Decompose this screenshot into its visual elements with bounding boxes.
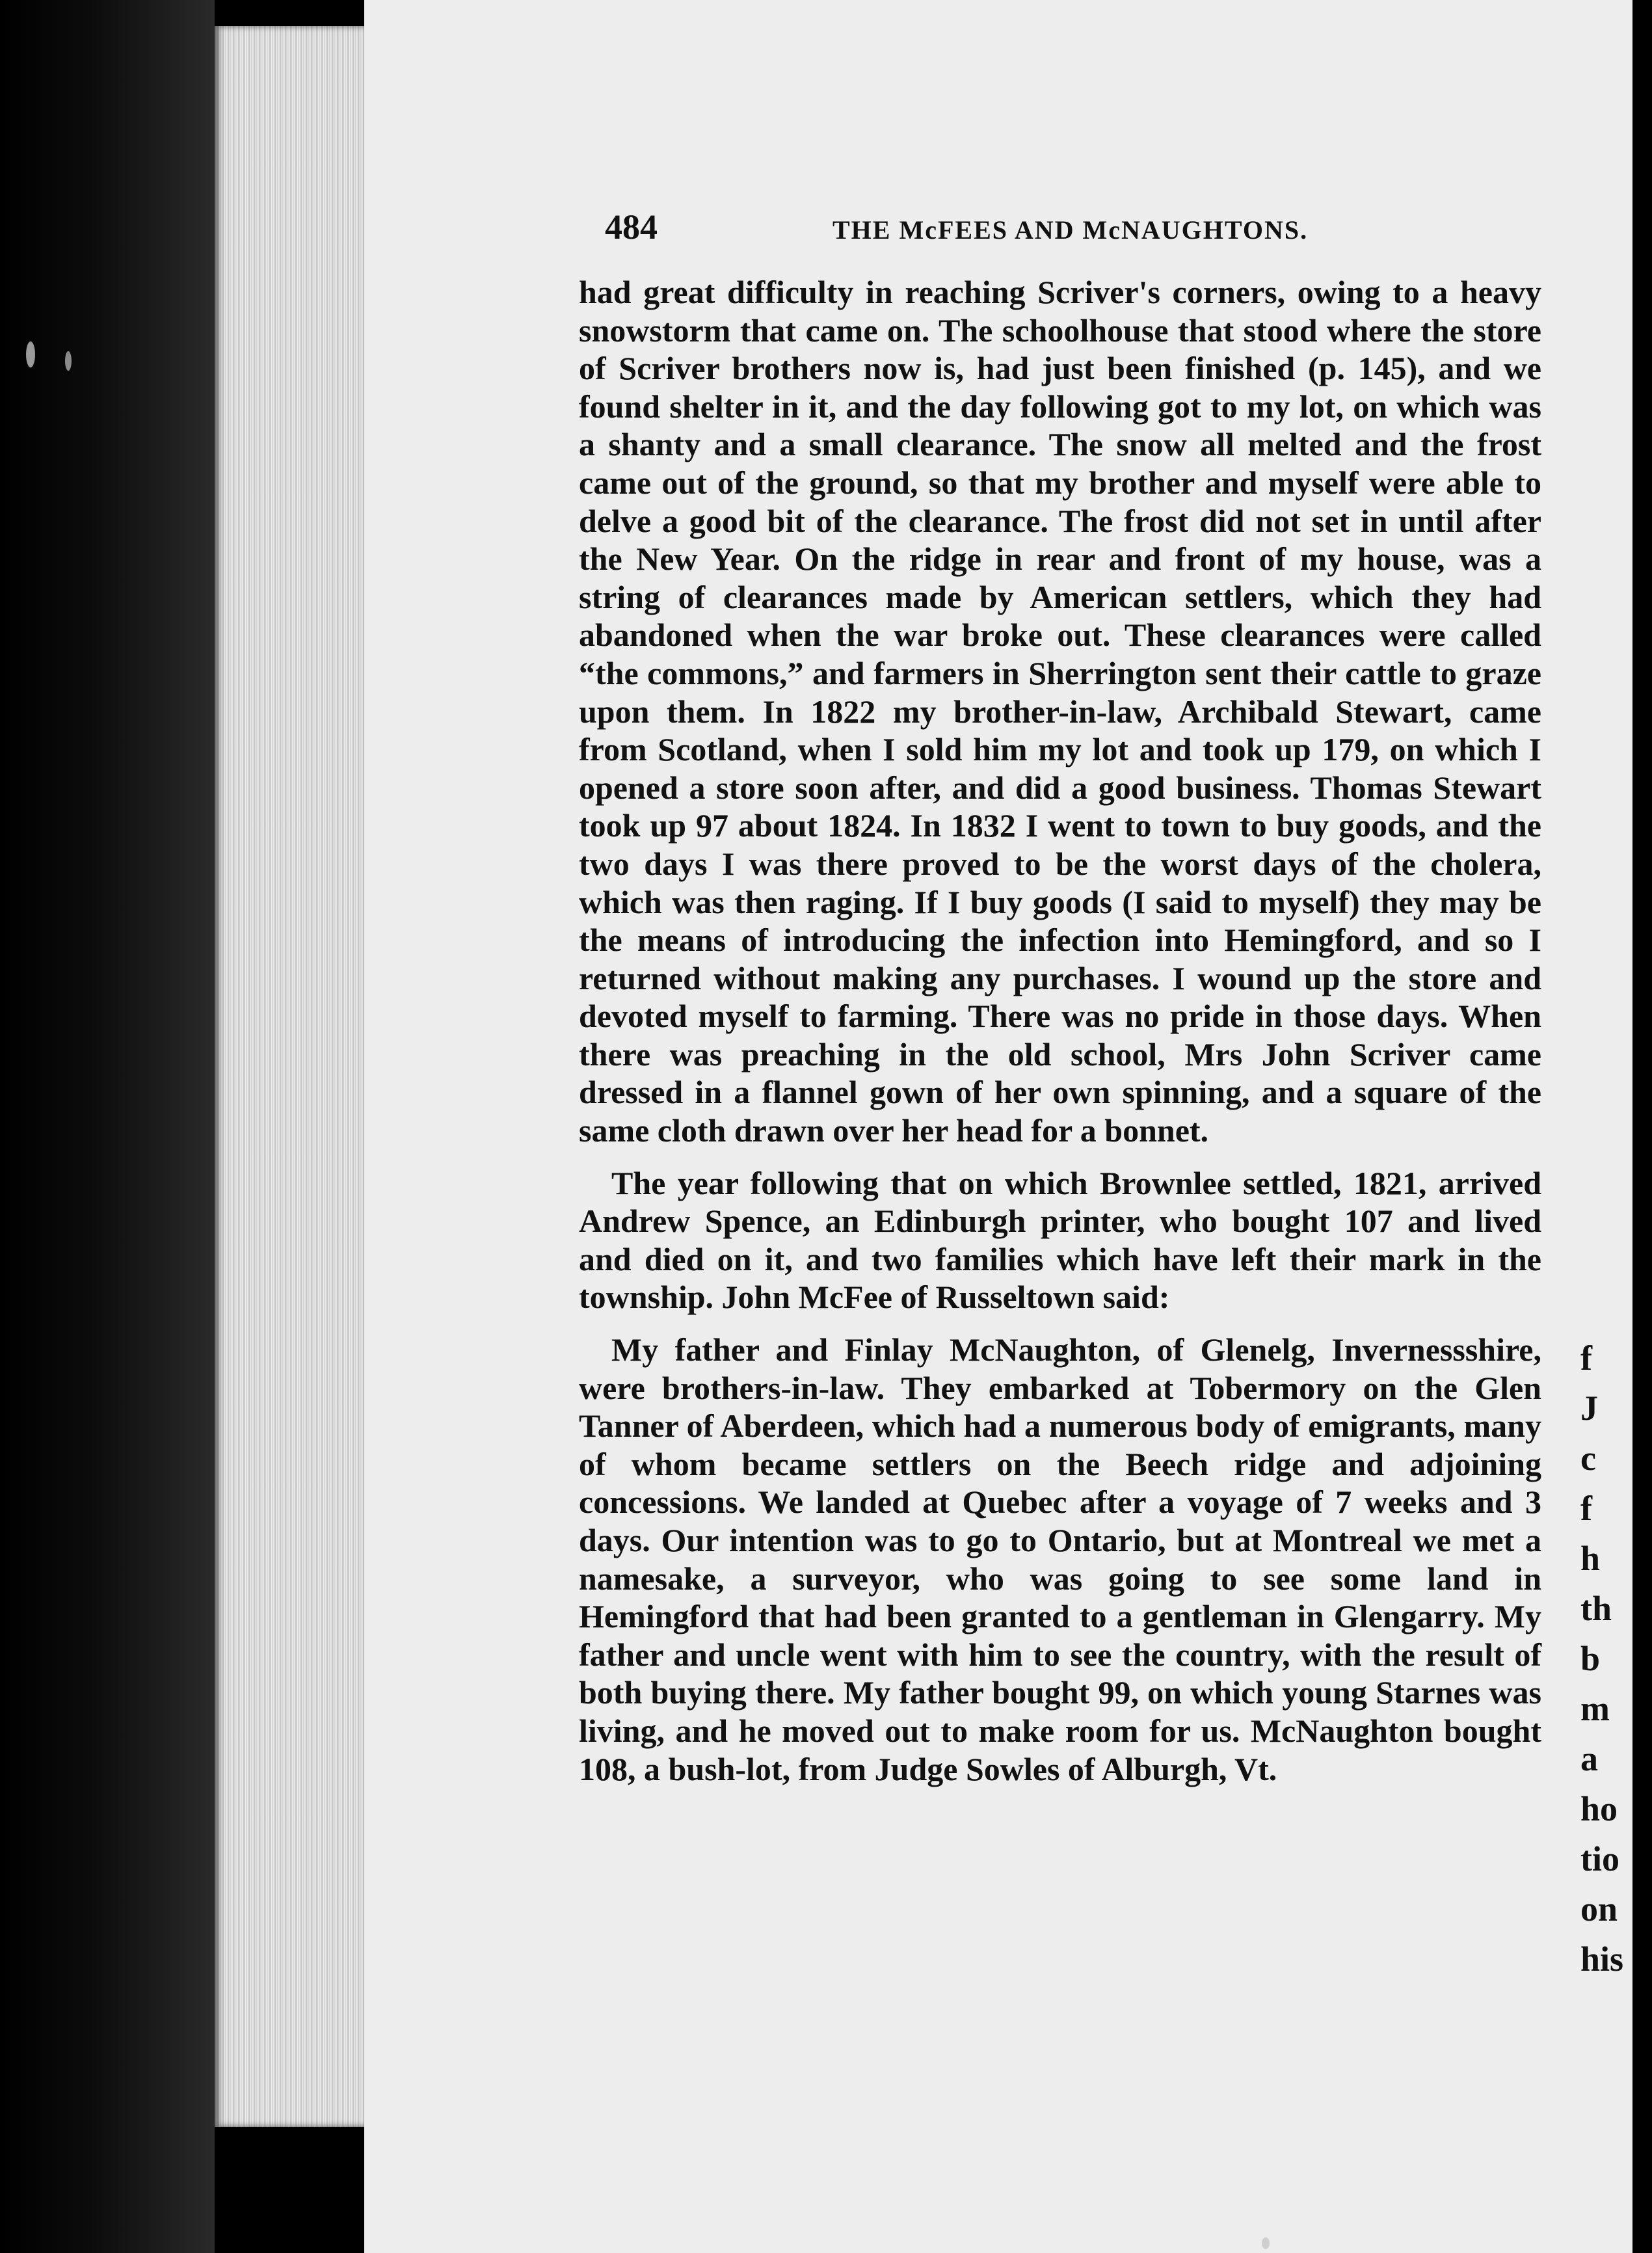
next-page-line: tio [1580, 1839, 1619, 1878]
page-number: 484 [605, 207, 658, 247]
next-page-line: f [1580, 1489, 1592, 1528]
next-page-line: ho [1580, 1789, 1618, 1828]
page-body [579, 273, 1541, 1788]
next-page-line: a [1580, 1739, 1598, 1778]
page-header [605, 207, 1528, 252]
scan-speck [65, 351, 72, 371]
next-page-line: c [1580, 1439, 1596, 1478]
running-title: THE McFEES AND McNAUGHTONS. [833, 215, 1309, 245]
next-page-line: J [1580, 1389, 1598, 1428]
scan-speck [1262, 2237, 1270, 2249]
next-page-line: on [1580, 1889, 1618, 1928]
paragraph-1: had great difficulty in reaching Scriver's corners, owing to a heavy snowstorm that came on. The schoolhouse that stood where the store of Scriver brothers now is, had just been finished (p. 145), and we found shelter in it, and the day following got to my lot, on which was a shanty and a small clearance. The snow all melted and the frost came out of the ground, so that my brother and myself were able to delve a good bit of the clearance. The frost did not set in until after the New Year. On the ridge in rear and front of my house, was a string of clearances made by American settlers, which they had abandoned when the war broke out. These clearances were called “the commons,” and farmers in Sherrington sent their cattle to graze upon them. In 1822 my brother-in-law, Archibald Stewart, came from Scotland, when I sold him my lot and took up 179, on which I opened a store soon after, and did a good business. Thomas Stewart took up 97 about 1824. In 1832 I went to town to buy goods, and the two days I was there proved to be the worst days of the cholera, which was then raging. If I buy goods (I said to myself) they may be the means of introducing the infection into Hemingford, and so I returned without making any purchases. I wound up the store and devoted myself to farming. There was no pride in those days. When there was preaching in the old school, Mrs John Scriver came dressed in a flannel gown of her own spinning, and a square of the same cloth drawn over her head for a bonnet. [579, 274, 1541, 1149]
paragraph-3: My father and Finlay McNaughton, of Glenelg, Invernessshire, were brothers-in-law. They embarked at Tobermory on the Glen Tanner of Aberdeen, which had a numerous body of emigrants, many of whom became settlers on the Beech ridge and adjoining concessions. We landed at Quebec after a voyage of 7 weeks and 3 days. Our intention was to go to Ontario, but at Montreal we met a namesake, a surveyor, who was going to see some land in Hemingford that had been granted to a gentleman in Glengarry. My father and uncle went with him to see the country, with the result of both buying there. My father bought 99, on which young Starnes was living, and he moved out to make room for us. McNaughton bought 108, a bush-lot, from Judge Sowles of Alburgh, Vt. [579, 1331, 1541, 1787]
next-page-fragment [1580, 1333, 1652, 2218]
next-page-line: his [1580, 1940, 1624, 1979]
next-page-line: b [1580, 1639, 1601, 1678]
next-page-line: m [1580, 1689, 1610, 1728]
next-page-line: f [1580, 1339, 1592, 1378]
next-page-line: h [1580, 1539, 1601, 1578]
book-gutter-shadow [0, 0, 215, 2253]
paragraph-2: The year following that on which Brownlee settled, 1821, arrived Andrew Spence, an Edinburgh printer, who bought 107 and lived and died on it, and two families which have left their mark in the township. John McFee of Russeltown said: [579, 1164, 1541, 1316]
next-page-line: th [1580, 1589, 1612, 1628]
scan-speck [26, 341, 35, 367]
page-edges [215, 26, 364, 2127]
